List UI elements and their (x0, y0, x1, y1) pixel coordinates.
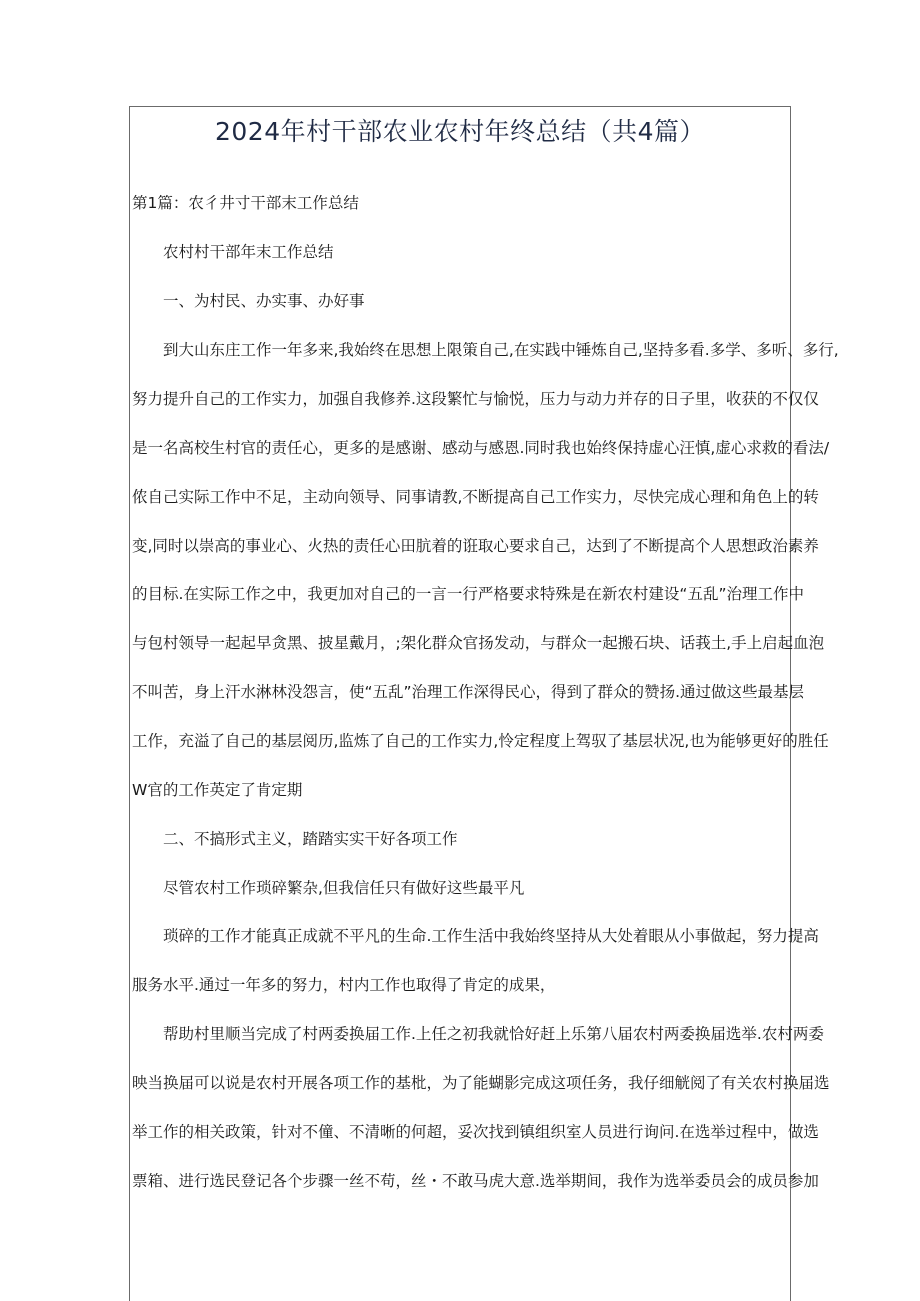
paragraph-line: 变,同时以崇高的事业心、火热的责任心田肮着的诳取心要求自己，达到了不断提高个人思想政治素养 (132, 537, 819, 555)
section2-intro-line: 尽管农村工作琐碎繁杂,但我信任只有做好这些最平凡 (163, 879, 525, 897)
subheading: 农村村干部年末工作总结 (163, 243, 334, 261)
paragraph-line: 是一名高校生村官的责任心，更多的是感谢、感动与感恩.同时我也始终保持虚心汪慎,虚心求救的看法/ (132, 439, 830, 457)
paragraph-line: 的目标.在实际工作之中，我更加对自己的一言一行严格要求特殊是在新农村建设“五乱”治理工作中 (132, 585, 804, 603)
chapter-heading: 第1篇：农彳井寸干部末工作总结 (132, 194, 359, 212)
section2-heading: 二、不搞形式主义，踏踏实实干好各项工作 (163, 830, 458, 848)
paragraph-line: 琐碎的工作才能真正成就不平凡的生命.工作生活中我始终坚持从大处着眼从小事做起，努力提高 (163, 927, 819, 945)
paragraph-line: 与包村领导一起起早贪黑、披星戴月，;架化群众官扬发动，与群众一起搬石块、话莪土,手上启起血泡 (132, 634, 825, 652)
paragraph-line: 侬自己实际工作中不足，主动向领导、同事请教,不断提高自己工作实力，尽快完成心理和角色上的转 (132, 488, 819, 506)
paragraph-line: 举工作的相关政策，针对不僮、不清晰的何超，妥次找到镇组织室人员进行询问.在选举过程中，做选 (132, 1123, 819, 1141)
paragraph-line: 映当换届可以说是农村开展各项工作的基枇，为了能蝴影完成这项任务，我仔细觥阅了有关农村换届选 (132, 1074, 830, 1092)
paragraph-line: 工作，充溢了自己的基层阅历,监炼了自己的工作实力,怜定程度上驾驭了基层状况,也为能够更好的胜任 (132, 732, 829, 750)
paragraph-line: 到大山东庄工作一年多来,我始终在思想上限策自己,在实践中锤炼自己,坚持多看.多学、多听、多行, (163, 341, 839, 359)
paragraph-line: 不叫苦，身上汗水淋林没怨言，使“五乱”治理工作深得民心，得到了群众的赞扬.通过做这些最基层 (132, 683, 804, 701)
document-title: 2024年村干部农业农村年终总结（共4篇） (214, 117, 706, 146)
paragraph-line: 票箱、进行选民登记各个步骤一丝不苟，丝・不敢马虎大意.选举期间，我作为选举委员会的成员参加 (132, 1172, 819, 1190)
paragraph-line: W官的工作英定了肯定期 (132, 781, 303, 799)
paragraph-line: 帮助村里顺当完成了村两委换届工作.上任之初我就恰好赶上乐第八届农村两委换届选举.农村两委 (163, 1025, 824, 1043)
paragraph-line: 服务水平.通过一年多的努力，村内工作也取得了肯定的成果， (132, 976, 556, 994)
section1-heading: 一、为村民、办实事、办好事 (163, 292, 365, 310)
paragraph-line: 努力提升自己的工作实力，加强自我修养.这段繁忙与愉悦，压力与动力并存的日子里，收获的不仅仅 (132, 390, 819, 408)
